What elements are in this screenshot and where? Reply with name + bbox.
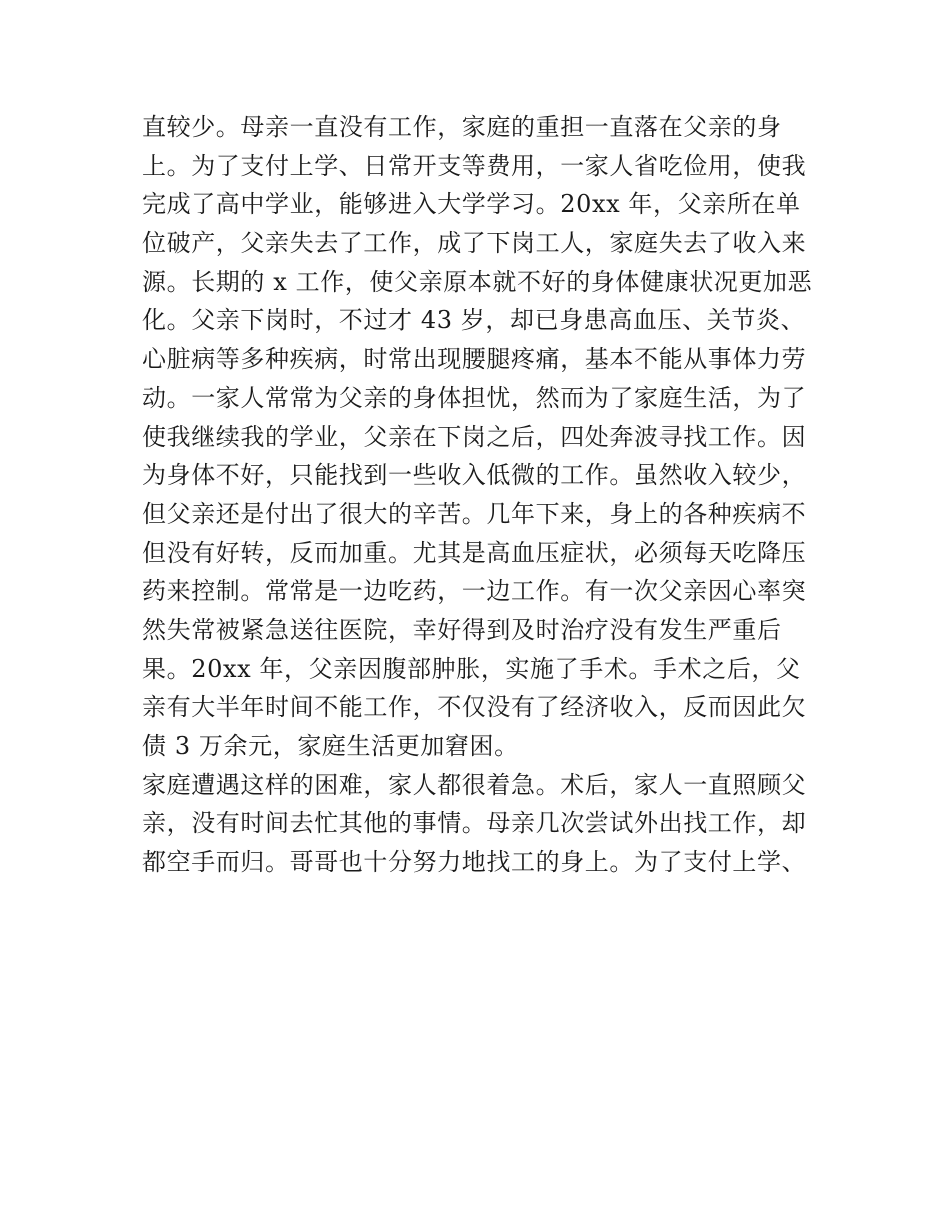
text-line-7: 心脏病等多种疾病，时常出现腰腿疼痛，基本不能从事体力劳 — [142, 345, 807, 374]
text-line-14: 然失常被紧急送往医院，幸好得到及时治疗没有发生严重后 — [142, 615, 782, 644]
text-line-6: 化。父亲下岗时，不过才 43 岁，却已身患高血压、关节炎、 — [142, 306, 806, 335]
text-line-9: 使我继续我的学业，父亲在下岗之后，四处奔波寻找工作。因 — [142, 422, 807, 451]
text-line-19: 亲，没有时间去忙其他的事情。母亲几次尝试外出找工作，却 — [142, 809, 807, 838]
text-line-10: 为身体不好，只能找到一些收入低微的工作。虽然收入较少， — [142, 461, 807, 490]
text-line-11: 但父亲还是付出了很大的辛苦。几年下来，身上的各种疾病不 — [142, 499, 807, 528]
text-line-5: 源。长期的 x 工作，使父亲原本就不好的身体健康状况更加恶 — [142, 267, 813, 296]
body-text — [142, 108, 822, 882]
text-line-2: 上。为了支付上学、日常开支等费用，一家人省吃俭用，使我 — [142, 151, 807, 180]
text-line-12: 但没有好转，反而加重。尤其是高血压症状，必须每天吃降压 — [142, 538, 807, 567]
text-line-8: 动。一家人常常为父亲的身体担忧，然而为了家庭生活，为了 — [142, 383, 807, 412]
text-line-13: 药来控制。常常是一边吃药，一边工作。有一次父亲因心率突 — [142, 577, 807, 606]
text-line-3: 完成了高中学业，能够进入大学学习。20xx 年，父亲所在单 — [142, 190, 801, 219]
text-line-4: 位破产，父亲失去了工作，成了下岗工人，家庭失去了收入来 — [142, 229, 807, 258]
text-line-18: 家庭遭遇这样的困难，家人都很着急。术后，家人一直照顾父 — [142, 770, 807, 799]
text-line-17: 债 3 万余元，家庭生活更加窘困。 — [142, 732, 519, 760]
text-line-15: 果。20xx 年，父亲因腹部肿胀，实施了手术。手术之后，父 — [142, 654, 801, 683]
text-line-1: 直较少。母亲一直没有工作，家庭的重担一直落在父亲的身 — [142, 113, 782, 141]
text-line-16: 亲有大半年时间不能工作，不仅没有了经济收入，反而因此欠 — [142, 693, 807, 722]
text-line-20: 都空手而归。哥哥也十分努力地找工的身上。为了支付上学、 — [142, 848, 807, 877]
